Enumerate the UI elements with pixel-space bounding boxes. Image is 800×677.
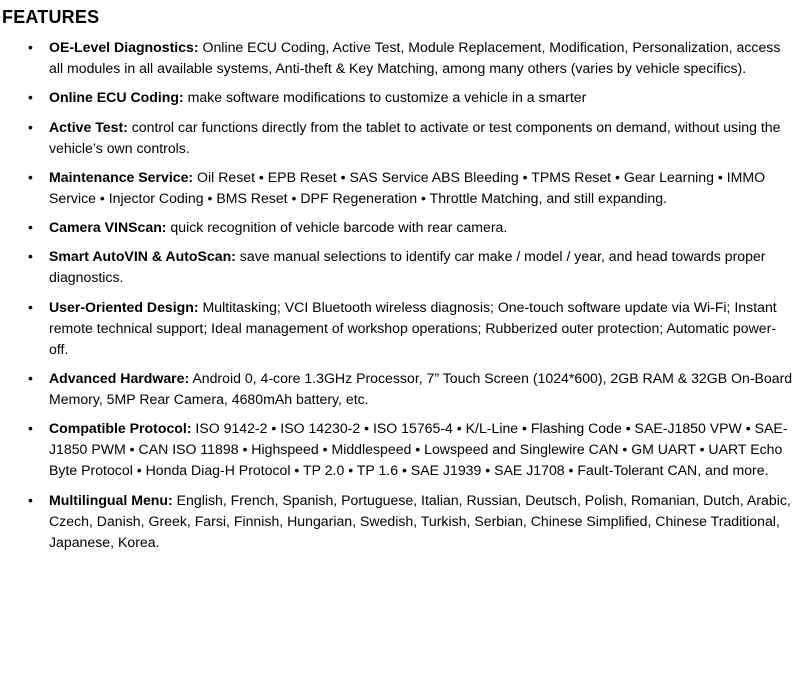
feature-item-multilingual-menu [2, 490, 796, 553]
feature-title: Maintenance Service: [49, 168, 194, 185]
feature-title: Smart AutoVIN & AutoScan: [49, 248, 236, 265]
feature-item-smart-autovin-autoscan [2, 246, 796, 288]
feature-description: ISO 9142-2 • ISO 14230-2 • ISO 15765-4 • K/L-Line • Flashing Code • SAE-J1850 VPW • SAE-J1850 PWM • CAN ISO 11898 • Highspeed • Middlespeed • Lowspeed and Singlewire CAN • GM UART • UART Echo Byte Protocol • Honda Diag-H Protocol • TP 2.0 • TP 1.6 • SAE J1939 • SAE J1708 • Fault-Tolerant CAN, and more. [49, 420, 788, 479]
bullet-icon: • [28, 370, 33, 387]
feature-description: quick recognition of vehicle barcode with rear camera. [166, 219, 508, 236]
feature-title: Active Test: [49, 118, 128, 135]
feature-item-active-test [2, 117, 796, 159]
bullet-icon: • [28, 168, 33, 185]
feature-title: Camera VINScan: [49, 219, 167, 236]
feature-description: save manual selections to identify car make / model / year, and head towards proper diagnostics. [49, 248, 766, 286]
bullet-icon: • [28, 89, 33, 106]
feature-title: Online ECU Coding: [49, 89, 184, 106]
feature-item-camera-vinscan [2, 217, 796, 238]
feature-description: Oil Reset • EPB Reset • SAS Service ABS Bleeding • TPMS Reset • Gear Learning • IMMO Service • Injector Coding • BMS Reset • DPF Regeneration • Throttle Matching, and still expanding. [49, 168, 766, 206]
feature-item-oe-level-diagnostics [2, 37, 796, 79]
bullet-icon: • [28, 118, 33, 135]
feature-description: control car functions directly from the tablet to activate or test components on demand, without using the vehicle’s own controls. [49, 118, 781, 156]
feature-item-user-oriented-design [2, 297, 796, 360]
bullet-icon: • [28, 219, 33, 236]
features-heading: FEATURES [2, 7, 100, 27]
feature-title: OE-Level Diagnostics: [49, 39, 199, 55]
feature-description: Multitasking; VCI Bluetooth wireless diagnosis; One-touch software update via Wi-Fi; Instant remote technical support; Ideal management of workshop operations; Rubberized outer protection; Automatic power-off. [49, 298, 777, 357]
bullet-icon: • [28, 491, 33, 508]
feature-item-compatible-protocol [2, 418, 796, 481]
feature-description: make software modifications to customize a vehicle in a smarter [183, 89, 587, 106]
feature-description: English, French, Spanish, Portuguese, Italian, Russian, Deutsch, Polish, Romanian, Dutch, Arabic, Czech, Danish, Greek, Farsi, Finnish, Hungarian, Swedish, Turkish, Serbian, Chinese Simplified, Chinese Traditional, Japanese, Korea. [49, 491, 791, 550]
bullet-icon: • [28, 420, 33, 437]
feature-title: Multilingual Menu: [49, 491, 173, 508]
feature-item-online-ecu-coding [2, 87, 796, 108]
bullet-icon: • [28, 248, 33, 265]
feature-title: Advanced Hardware: [49, 370, 190, 387]
feature-title: Compatible Protocol: [49, 420, 192, 437]
feature-description: Android 0, 4-core 1.3GHz Processor, 7” Touch Screen (1024*600), 2GB RAM & 32GB On-Board Memory, 5MP Rear Camera, 4680mAh battery, etc. [49, 370, 793, 408]
feature-list [2, 37, 796, 553]
feature-item-advanced-hardware [2, 368, 796, 410]
bullet-icon: • [28, 39, 33, 55]
feature-title: User-Oriented Design: [49, 298, 199, 315]
feature-description: Online ECU Coding, Active Test, Module Replacement, Modification, Personalization, access all modules in all available systems, Anti-theft & Key Matching, among many others (varies by vehicle specifics). [49, 39, 781, 76]
bullet-icon: • [28, 298, 33, 315]
feature-item-maintenance-service [2, 167, 796, 209]
